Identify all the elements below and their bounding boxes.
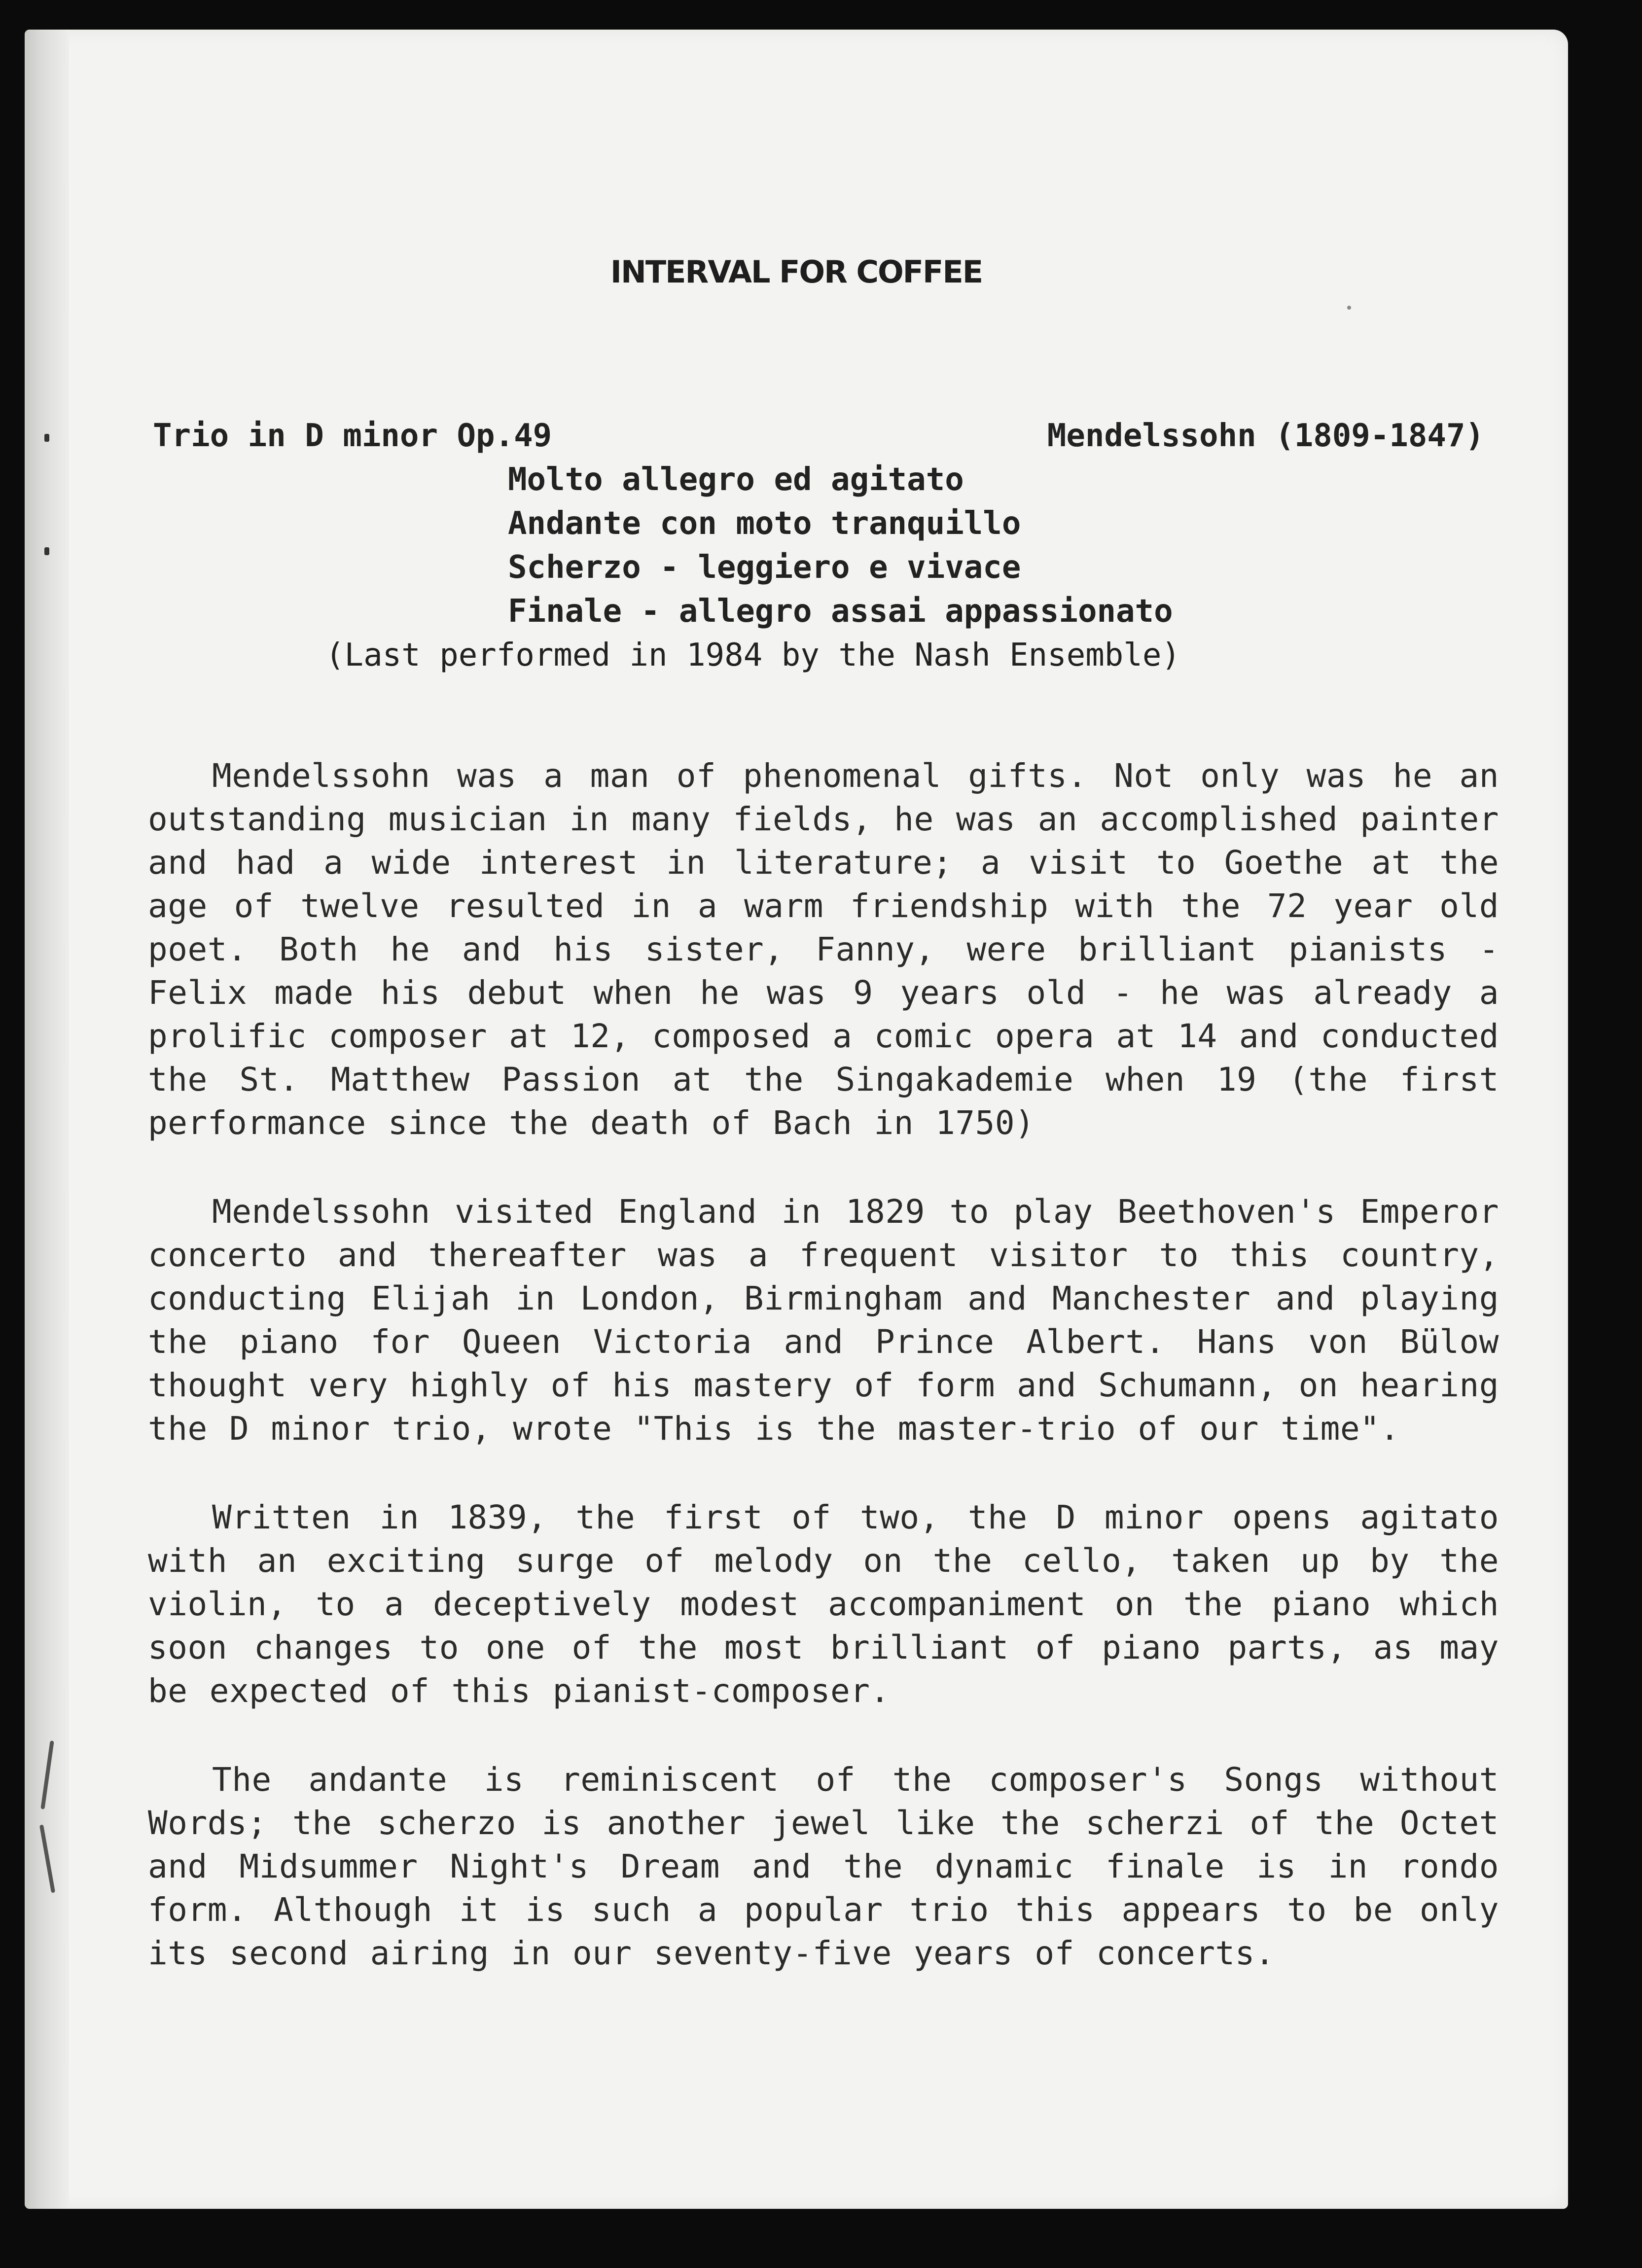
program-header-row <box>153 414 1484 458</box>
page-heading: INTERVAL FOR COFFEE <box>610 254 983 290</box>
paragraph: Mendelssohn visited England in 1829 to play Beethoven's Emperor concerto and thereafter was a frequent visitor to this country, conducting Elijah in London, Birmingham and Manchester and playing the piano for Queen Victoria and Prince Albert. Hans von Bülow thought very highly of his mastery of form and Schumann, on hearing the D minor trio, wrote "This is the master-trio of our time". <box>148 1193 1499 1448</box>
margin-mark <box>44 547 49 555</box>
movement-item: Andante con moto tranquillo <box>508 505 1021 542</box>
work-title: Trio in D minor Op.49 <box>153 418 552 454</box>
programme-notes <box>148 754 1499 1975</box>
margin-mark <box>44 434 49 442</box>
paragraph: The andante is reminiscent of the composer's Songs without Words; the scherzo is another jewel like the scherzi of the Octet and Midsummer Night's Dream and the dynamic finale is in rondo form. Although it is such a popular trio this appears to be only its second airing in our seventy-five years of concerts. <box>148 1761 1499 1972</box>
composer-name: Mendelssohn (1809-1847) <box>1047 418 1484 454</box>
paragraph: Written in 1839, the first of two, the D minor opens agitato with an exciting surge of melody on the cello, taken up by the violin, to a deceptively modest accompaniment on the piano which soon changes to one of the most brilliant of piano parts, as may be expected of this pianist-composer. <box>148 1498 1499 1710</box>
last-performed-note: (Last performed in 1984 by the Nash Ensemble) <box>325 637 1180 673</box>
program-entry <box>153 414 1484 677</box>
paragraph: Mendelssohn was a man of phenomenal gifts. Not only was he an outstanding musician in many fields, he was an accomplished painter and had a wide interest in literature; a visit to Goethe at the age of twelve resulted in a warm friendship with the 72 year old poet. Both he and his sister, Fanny, were brilliant pianists - Felix made his debut when he was 9 years old - he was already a prolific composer at 12, composed a comic opera at 14 and conducted the St. Matthew Passion at the Singakademie when 19 (the first performance since the death of Bach in 1750) <box>148 757 1499 1142</box>
document-page <box>25 30 1568 2209</box>
page-speck <box>1347 306 1351 310</box>
movement-item: Finale - allegro assai appassionato <box>508 593 1173 630</box>
movement-item: Scherzo - leggiero e vivace <box>508 549 1021 586</box>
movement-item: Molto allegro ed agitato <box>508 461 964 498</box>
binding-shadow <box>25 30 69 2209</box>
